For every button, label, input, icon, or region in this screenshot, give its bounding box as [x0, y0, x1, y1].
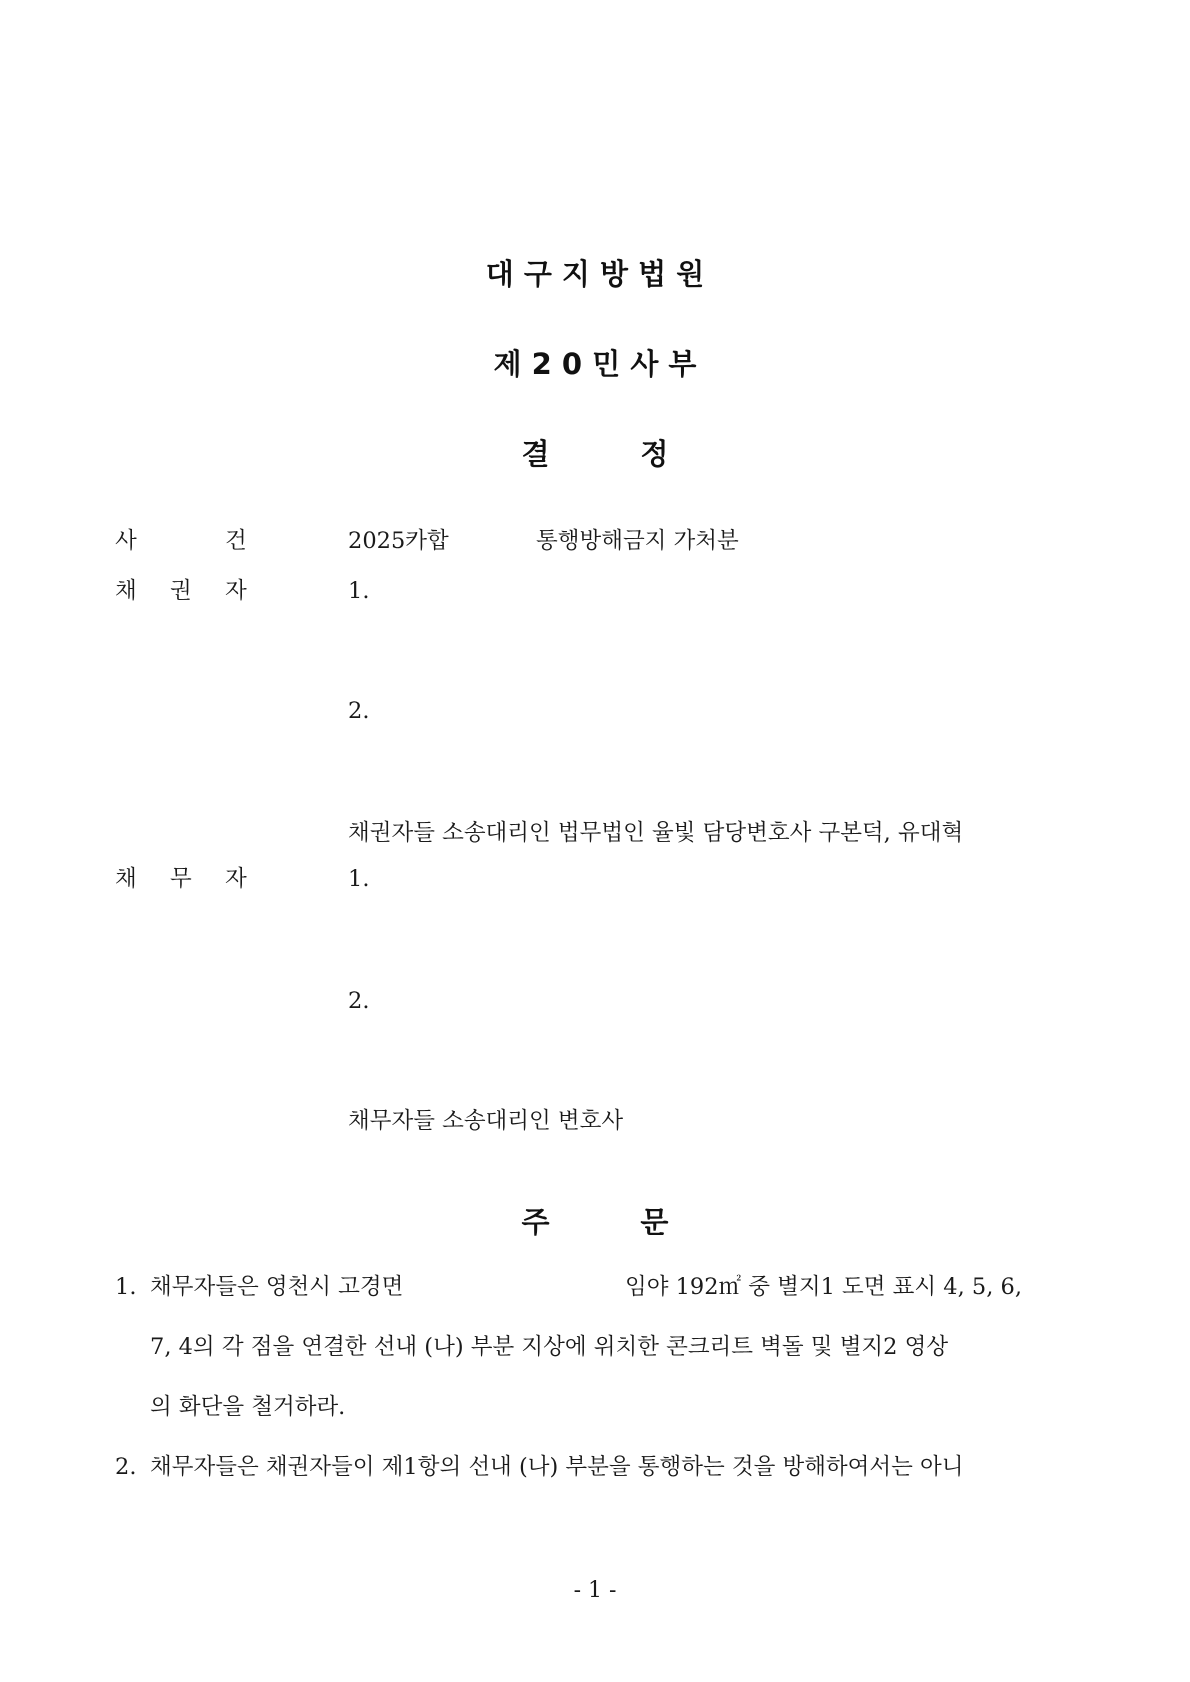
creditor-label-char: 권 — [170, 578, 192, 604]
order-item-1-number: 1. — [115, 1274, 137, 1300]
order-item-1-line1a: 채무자들은 영천시 고경면 — [150, 1274, 404, 1300]
creditor-item-2: 2. — [348, 698, 370, 724]
order-item-2-number: 2. — [115, 1454, 137, 1480]
order-heading: 주 문 — [521, 1205, 669, 1239]
order-item-1-line3: 의 화단을 철거하라. — [150, 1394, 346, 1420]
division-name: 제 2 0 민 사 부 — [493, 347, 697, 381]
debtor-item-2: 2. — [348, 988, 370, 1014]
case-title: 통행방해금지 가처분 — [536, 528, 739, 554]
court-name: 대 구 지 방 법 원 — [485, 257, 705, 291]
creditor-label-char: 채 — [115, 578, 137, 604]
document-type: 결 정 — [521, 437, 669, 471]
case-number: 2025카합 — [348, 528, 449, 554]
debtor-item-1: 1. — [348, 866, 370, 892]
creditor-label-char: 자 — [225, 578, 247, 604]
case-label-char: 건 — [225, 528, 247, 554]
debtor-label-char: 채 — [115, 866, 137, 892]
order-item-2-line1: 채무자들은 채권자들이 제1항의 선내 (나) 부분을 통행하는 것을 방해하여서는 아니 — [150, 1454, 964, 1480]
debtor-label-char: 자 — [225, 866, 247, 892]
case-label-char: 사 — [115, 528, 137, 554]
creditor-agent: 채권자들 소송대리인 법무법인 율빛 담당변호사 구본덕, 유대혁 — [348, 820, 964, 846]
debtor-agent: 채무자들 소송대리인 변호사 — [348, 1108, 624, 1134]
order-item-1-line1b: 임야 192㎡ 중 별지1 도면 표시 4, 5, 6, — [625, 1274, 1022, 1300]
order-item-1-line2: 7, 4의 각 점을 연결한 선내 (나) 부분 지상에 위치한 콘크리트 벽돌 및 별지2 영상 — [150, 1334, 949, 1360]
debtor-label-char: 무 — [170, 866, 192, 892]
creditor-item-1: 1. — [348, 578, 370, 604]
page-number: - 1 - — [573, 1578, 617, 1603]
